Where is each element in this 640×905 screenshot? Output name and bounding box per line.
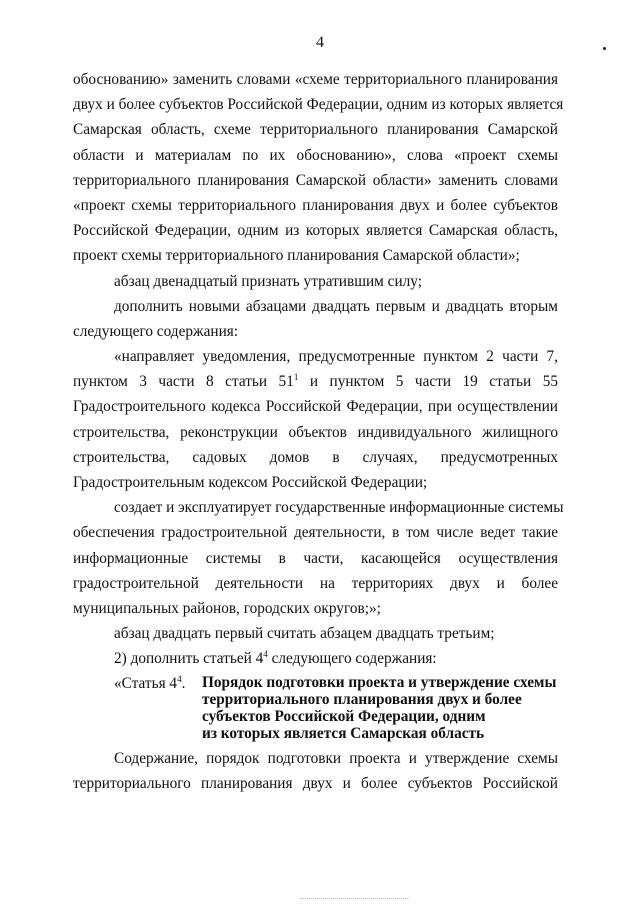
text-line: дополнить новыми абзацами двадцать первым и двадцать вторым xyxy=(114,297,558,315)
text-line: 2) дополнить статьей $4^4$ следующего содержания: xyxy=(114,649,437,668)
text-line: «проект схемы территориального планирования двух и более субъектов xyxy=(73,196,558,214)
text-line: двух и более субъектов Российской Федерации, одним из которых является xyxy=(73,96,564,114)
article-label: «Статья $4^4$. xyxy=(114,673,186,692)
text-line: строительства, садовых домов в случаях, предусмотренных xyxy=(73,448,558,466)
text-line: строительства, реконструкции объектов индивидуального жилищного xyxy=(73,423,558,441)
text-line: Российской Федерации, одним из которых является Самарская область, xyxy=(73,222,558,240)
text-line: проект схемы территориального планирования Самарской области»; xyxy=(73,247,520,265)
scan-dot xyxy=(603,47,606,50)
text-line: Градостроительным кодексом Российской Федерации; xyxy=(73,474,428,491)
text-line: градостроительной деятельности на территориях двух и более xyxy=(73,574,558,592)
text-line: территориального планирования двух и более субъектов Российской xyxy=(73,774,558,792)
text-line: территориального планирования Самарской области» заменить словами xyxy=(73,171,558,189)
text-line: обеспечения градостроительной деятельности, в том числе ведет такие xyxy=(73,524,558,542)
article-title-line: субъектов Российской Федерации, одним xyxy=(202,707,486,725)
article-title-line: Порядок подготовки проекта и утверждение схемы xyxy=(202,673,557,691)
text-line: информационные системы в части, касающейся осуществления xyxy=(73,549,558,567)
text-line: следующего содержания: xyxy=(73,322,239,340)
text-line: абзац двадцать первый считать абзацем двадцать третьим; xyxy=(114,625,495,643)
article-title-line: территориального планирования двух и более xyxy=(202,690,522,708)
scan-footer-marks xyxy=(300,898,410,901)
text-line: пунктом 3 части 8 статьи $51^1$ и пунктом 5 части 19 статьи 55 xyxy=(73,372,558,391)
text-line: области и материалам по их обоснованию», слова «проект схемы xyxy=(73,146,558,164)
article-title xyxy=(202,674,556,742)
article-heading xyxy=(73,674,558,742)
page-number: 4 xyxy=(316,34,324,51)
text-line: Самарская область, схеме территориального планирования Самарской xyxy=(73,121,558,139)
text-line: обоснованию» заменить словами «схеме территориального планирования xyxy=(73,71,558,88)
text-line: муниципальных районов, городских округов;»; xyxy=(73,599,381,617)
text-line: Содержание, порядок подготовки проекта и утверждение схемы xyxy=(114,749,558,767)
document-body xyxy=(73,67,564,796)
text-line: «направляет уведомления, предусмотренные пунктом 2 части 7, xyxy=(114,348,558,366)
text-line: Градостроительного кодекса Российской Федерации, при осуществлении xyxy=(73,398,558,416)
text-line: абзац двенадцатый признать утратившим силу; xyxy=(114,272,422,290)
text-line: создает и эксплуатирует государственные информационные системы xyxy=(114,499,564,517)
article-title-line: из которых является Самарская область xyxy=(202,724,485,742)
